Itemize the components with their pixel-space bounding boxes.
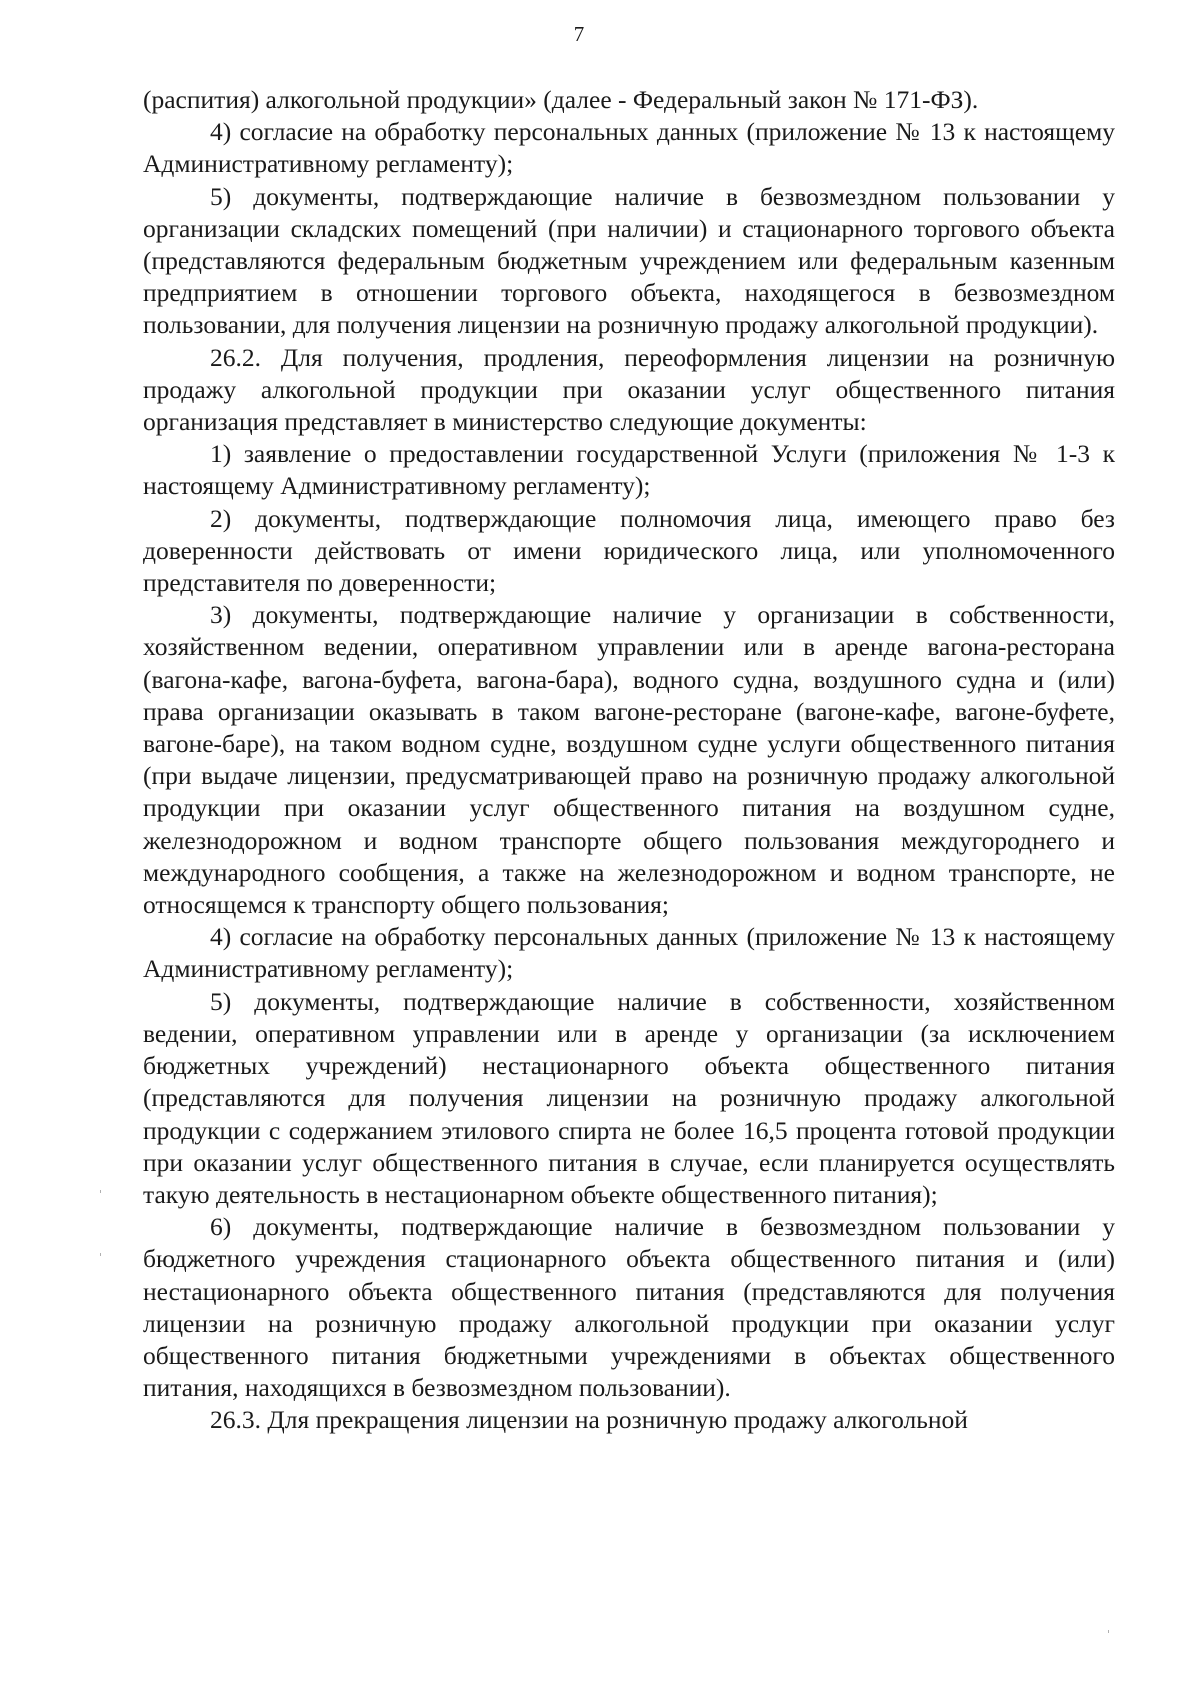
page-number: 7 (573, 22, 585, 46)
scan-artifact-left (100, 1190, 101, 1193)
paragraph-continuation: (распития) алкогольной продукции» (далее - Федеральный закон № 171-ФЗ). (143, 85, 979, 114)
paragraph-item-3-transport: 3) документы, подтверждающие наличие у организации в собственности, хозяйственном ведении, оперативном управлении или в аренде вагона-ресторана (вагона-кафе, вагона-буфета, вагона-бара), водного судна, воздушного судна и (или) права организации оказывать в таком вагоне-ресторане (вагоне-кафе, вагоне-буфете, вагоне-баре), на таком водном судне, воздушном судне услуги общественного питания (при выдаче лицензии, предусматривающей право на розничную продажу алкогольной продукции при оказании услуг общественного питания на воздушном судне, железнодорожном и водном транспорте общего пользования междугороднего и международного сообщения, а также на железнодорожном и водном транспорте, не относящемся к транспорту общего пользования; (143, 600, 1115, 920)
paragraph-item-1-application: 1) заявление о предоставлении государственной Услуги (приложения № 1-3 к настоящему Административному регламенту); (143, 439, 1115, 501)
paragraph-item-4-consent-repeat: 4) согласие на обработку персональных данных (приложение № 13 к настоящему Административному регламенту); (143, 922, 1115, 984)
paragraph-item-5-non-stationary: 5) документы, подтверждающие наличие в собственности, хозяйственном ведении, оперативном управлении или в аренде у организации (за исключением бюджетных учреждений) нестационарного объекта общественного питания (представляются для получения лицензии на розничную продажу алкогольной продукции с содержанием этилового спирта не более 16,5 процента готовой продукции при оказании услуг общественного питания в случае, если планируется осуществлять такую деятельность в нестационарном объекте общественного питания); (143, 986, 1115, 1209)
paragraph-section-26-3: 26.3. Для прекращения лицензии на розничную продажу алкогольной (210, 1405, 968, 1435)
scan-artifact-left-2 (100, 1253, 101, 1256)
paragraph-item-5-free-use-documents: 5) документы, подтверждающие наличие в безвозмездном пользовании у организации складских помещений (при наличии) и стационарного торгового объекта (представляются федеральным бюджетным учреждением или федеральным казенным предприятием в отношении торгового объекта, находящегося в безвозмездном пользовании, для получения лицензии на розничную продажу алкогольной продукции). (143, 181, 1115, 340)
paragraph-item-4-consent: 4) согласие на обработку персональных данных (приложение № 13 к настоящему Административному регламенту); (143, 117, 1115, 179)
paragraph-item-6-budget-institution: 6) документы, подтверждающие наличие в безвозмездном пользовании у бюджетного учреждения стационарного объекта общественного питания и (или) нестационарного объекта общественного питания (представляются для получения лицензии на розничную продажу алкогольной продукции при оказании услуг общественного питания бюджетными учреждениями в объектах общественного питания, находящихся в безвозмездном пользовании). (143, 1212, 1115, 1403)
document-body (143, 84, 1115, 1437)
scan-artifact-right (1108, 1630, 1109, 1633)
paragraph-item-2-authority: 2) документы, подтверждающие полномочия лица, имеющего право без доверенности действовать от имени юридического лица, или уполномоченного представителя по доверенности; (143, 503, 1115, 598)
paragraph-section-26-2: 26.2. Для получения, продления, переоформления лицензии на розничную продажу алкогольной продукции при оказании услуг общественного питания организация представляет в министерство следующие документы: (143, 342, 1115, 437)
